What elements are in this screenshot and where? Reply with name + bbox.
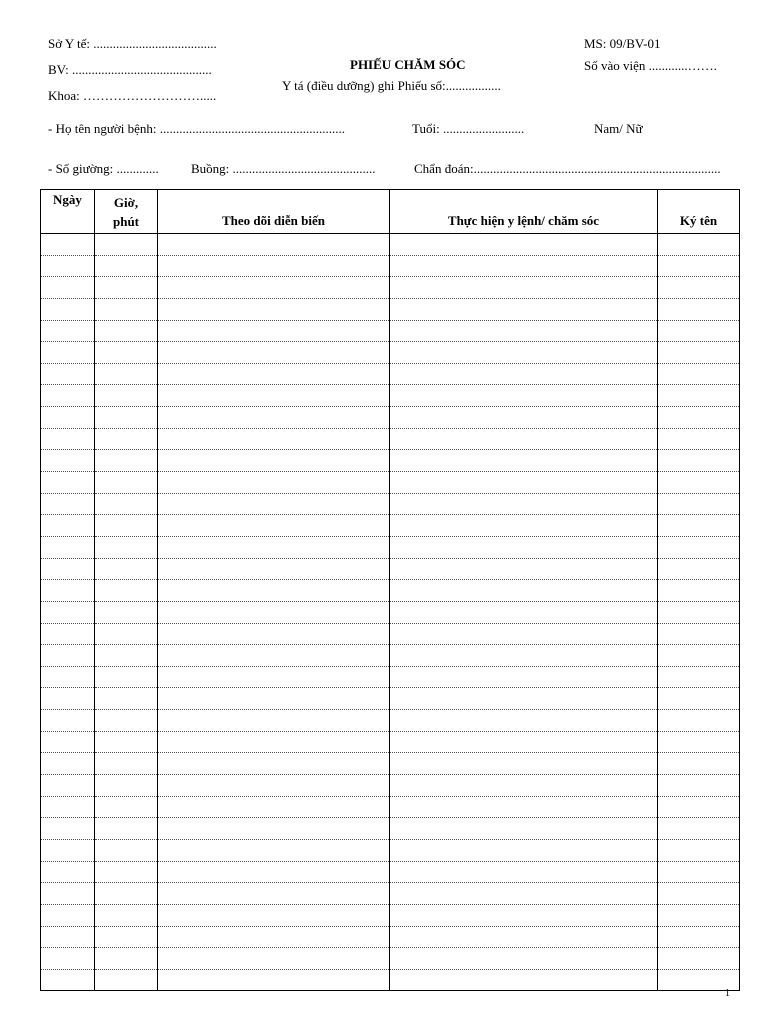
header-time-line1: Giờ, (113, 194, 139, 210)
cell-date[interactable] (41, 428, 95, 450)
form-subtitle: Y tá (điều dưỡng) ghi Phiếu số:................. (282, 78, 501, 93)
cell-date[interactable] (41, 342, 95, 364)
cell-orders-care[interactable] (390, 342, 658, 364)
cell-time[interactable] (95, 796, 158, 818)
cell-time[interactable] (95, 580, 158, 602)
cell-orders-care[interactable] (390, 731, 658, 753)
cell-time[interactable] (95, 255, 158, 277)
header-orders-care: Thực hiện y lệnh/ chăm sóc (390, 190, 658, 234)
cell-orders-care[interactable] (390, 710, 658, 732)
cell-signature[interactable] (658, 839, 740, 861)
table-row (41, 472, 740, 494)
cell-progress[interactable] (158, 255, 390, 277)
cell-signature[interactable] (658, 883, 740, 905)
cell-orders-care[interactable] (390, 904, 658, 926)
cell-signature[interactable] (658, 515, 740, 537)
cell-orders-care[interactable] (390, 645, 658, 667)
cell-orders-care[interactable] (390, 255, 658, 277)
table-row (41, 926, 740, 948)
patient-gender-field: Nam/ Nữ (594, 121, 643, 136)
cell-progress[interactable] (158, 623, 390, 645)
cell-time[interactable] (95, 623, 158, 645)
table-row (41, 428, 740, 450)
cell-progress[interactable] (158, 515, 390, 537)
cell-time[interactable] (95, 818, 158, 840)
cell-signature[interactable] (658, 926, 740, 948)
cell-orders-care[interactable] (390, 775, 658, 797)
cell-orders-care[interactable] (390, 796, 658, 818)
cell-progress[interactable] (158, 904, 390, 926)
cell-date[interactable] (41, 493, 95, 515)
cell-time[interactable] (95, 969, 158, 991)
bed-number-field: - Số giường: ............. (48, 161, 159, 176)
cell-orders-care[interactable] (390, 515, 658, 537)
cell-time[interactable] (95, 277, 158, 299)
bv-field: BV: ........................................... (48, 62, 212, 77)
cell-signature[interactable] (658, 472, 740, 494)
table-row (41, 645, 740, 667)
cell-time[interactable] (95, 536, 158, 558)
table-row (41, 731, 740, 753)
cell-progress[interactable] (158, 277, 390, 299)
cell-date[interactable] (41, 277, 95, 299)
cell-date[interactable] (41, 818, 95, 840)
cell-time[interactable] (95, 493, 158, 515)
cell-date[interactable] (41, 775, 95, 797)
cell-progress[interactable] (158, 493, 390, 515)
cell-signature[interactable] (658, 904, 740, 926)
cell-time[interactable] (95, 948, 158, 970)
cell-time[interactable] (95, 298, 158, 320)
cell-date[interactable] (41, 731, 95, 753)
cell-time[interactable] (95, 385, 158, 407)
cell-date[interactable] (41, 926, 95, 948)
cell-date[interactable] (41, 536, 95, 558)
cell-progress[interactable] (158, 580, 390, 602)
cell-progress[interactable] (158, 472, 390, 494)
table-row (41, 948, 740, 970)
cell-date[interactable] (41, 601, 95, 623)
table-row (41, 407, 740, 429)
form-title: PHIẾU CHĂM SÓC (350, 57, 466, 72)
cell-progress[interactable] (158, 775, 390, 797)
cell-orders-care[interactable] (390, 666, 658, 688)
cell-time[interactable] (95, 926, 158, 948)
cell-time[interactable] (95, 407, 158, 429)
cell-orders-care[interactable] (390, 407, 658, 429)
cell-time[interactable] (95, 904, 158, 926)
cell-progress[interactable] (158, 753, 390, 775)
header-signature: Ký tên (658, 190, 740, 234)
table-row (41, 320, 740, 342)
cell-time[interactable] (95, 775, 158, 797)
page-number: 1 (725, 988, 730, 999)
cell-progress[interactable] (158, 883, 390, 905)
table-row (41, 515, 740, 537)
table-row (41, 450, 740, 472)
cell-orders-care[interactable] (390, 861, 658, 883)
cell-progress[interactable] (158, 926, 390, 948)
cell-signature[interactable] (658, 558, 740, 580)
cell-signature[interactable] (658, 753, 740, 775)
cell-progress[interactable] (158, 385, 390, 407)
table-header-row (41, 190, 740, 234)
cell-date[interactable] (41, 320, 95, 342)
cell-date[interactable] (41, 385, 95, 407)
table-row (41, 342, 740, 364)
cell-date[interactable] (41, 645, 95, 667)
diagnosis-field: Chẩn đoán:............................................................................ (414, 161, 721, 176)
table-row (41, 861, 740, 883)
cell-orders-care[interactable] (390, 298, 658, 320)
cell-progress[interactable] (158, 969, 390, 991)
cell-time[interactable] (95, 710, 158, 732)
cell-date[interactable] (41, 861, 95, 883)
cell-signature[interactable] (658, 234, 740, 256)
cell-progress[interactable] (158, 407, 390, 429)
room-field: Buồng: ............................................ (191, 161, 376, 176)
cell-signature[interactable] (658, 948, 740, 970)
table-row (41, 363, 740, 385)
cell-signature[interactable] (658, 385, 740, 407)
cell-orders-care[interactable] (390, 277, 658, 299)
cell-date[interactable] (41, 472, 95, 494)
cell-time[interactable] (95, 861, 158, 883)
cell-time[interactable] (95, 515, 158, 537)
table-row (41, 688, 740, 710)
cell-progress[interactable] (158, 645, 390, 667)
cell-signature[interactable] (658, 731, 740, 753)
cell-date[interactable] (41, 234, 95, 256)
cell-orders-care[interactable] (390, 818, 658, 840)
cell-progress[interactable] (158, 948, 390, 970)
header-date: Ngày (41, 190, 95, 234)
form-code: MS: 09/BV-01 (584, 36, 661, 51)
cell-time[interactable] (95, 558, 158, 580)
cell-progress[interactable] (158, 666, 390, 688)
cell-orders-care[interactable] (390, 450, 658, 472)
table-row (41, 753, 740, 775)
cell-progress[interactable] (158, 710, 390, 732)
cell-signature[interactable] (658, 861, 740, 883)
cell-orders-care[interactable] (390, 472, 658, 494)
table-row (41, 536, 740, 558)
cell-date[interactable] (41, 904, 95, 926)
cell-signature[interactable] (658, 645, 740, 667)
cell-date[interactable] (41, 450, 95, 472)
table-row (41, 904, 740, 926)
table-row (41, 796, 740, 818)
khoa-field: Khoa: ………………………..... (48, 88, 217, 103)
cell-signature[interactable] (658, 710, 740, 732)
cell-orders-care[interactable] (390, 753, 658, 775)
cell-date[interactable] (41, 710, 95, 732)
cell-signature[interactable] (658, 277, 740, 299)
cell-progress[interactable] (158, 234, 390, 256)
cell-progress[interactable] (158, 450, 390, 472)
table-row (41, 710, 740, 732)
cell-progress[interactable] (158, 839, 390, 861)
cell-signature[interactable] (658, 796, 740, 818)
cell-orders-care[interactable] (390, 320, 658, 342)
cell-time[interactable] (95, 753, 158, 775)
table-row (41, 558, 740, 580)
cell-signature[interactable] (658, 363, 740, 385)
cell-signature[interactable] (658, 342, 740, 364)
cell-progress[interactable] (158, 558, 390, 580)
cell-orders-care[interactable] (390, 883, 658, 905)
cell-time[interactable] (95, 234, 158, 256)
cell-orders-care[interactable] (390, 558, 658, 580)
cell-signature[interactable] (658, 320, 740, 342)
cell-signature[interactable] (658, 428, 740, 450)
cell-orders-care[interactable] (390, 580, 658, 602)
cell-time[interactable] (95, 320, 158, 342)
table-row (41, 969, 740, 991)
so-vao-vien-field: Số vào viện ............……. (584, 58, 717, 73)
cell-orders-care[interactable] (390, 926, 658, 948)
cell-time[interactable] (95, 883, 158, 905)
cell-time[interactable] (95, 601, 158, 623)
cell-signature[interactable] (658, 450, 740, 472)
cell-date[interactable] (41, 623, 95, 645)
table-row (41, 580, 740, 602)
cell-date[interactable] (41, 688, 95, 710)
cell-signature[interactable] (658, 255, 740, 277)
cell-date[interactable] (41, 948, 95, 970)
cell-signature[interactable] (658, 298, 740, 320)
cell-time[interactable] (95, 342, 158, 364)
cell-signature[interactable] (658, 580, 740, 602)
cell-orders-care[interactable] (390, 428, 658, 450)
cell-orders-care[interactable] (390, 969, 658, 991)
cell-time[interactable] (95, 645, 158, 667)
cell-signature[interactable] (658, 818, 740, 840)
cell-orders-care[interactable] (390, 601, 658, 623)
patient-age-field: Tuổi: ......................... (412, 121, 525, 136)
cell-time[interactable] (95, 428, 158, 450)
cell-date[interactable] (41, 666, 95, 688)
cell-date[interactable] (41, 515, 95, 537)
table-body (41, 234, 740, 991)
patient-name-field: - Họ tên người bệnh: ......................................................... (48, 121, 346, 136)
cell-date[interactable] (41, 558, 95, 580)
cell-time[interactable] (95, 839, 158, 861)
cell-signature[interactable] (658, 688, 740, 710)
cell-date[interactable] (41, 883, 95, 905)
cell-signature[interactable] (658, 623, 740, 645)
cell-time[interactable] (95, 688, 158, 710)
cell-progress[interactable] (158, 601, 390, 623)
care-table (40, 189, 740, 991)
cell-time[interactable] (95, 666, 158, 688)
cell-progress[interactable] (158, 818, 390, 840)
cell-date[interactable] (41, 580, 95, 602)
header-time (95, 190, 158, 234)
cell-date[interactable] (41, 796, 95, 818)
cell-orders-care[interactable] (390, 948, 658, 970)
table-row (41, 255, 740, 277)
cell-orders-care[interactable] (390, 623, 658, 645)
cell-signature[interactable] (658, 775, 740, 797)
cell-progress[interactable] (158, 796, 390, 818)
table-row (41, 601, 740, 623)
cell-date[interactable] (41, 255, 95, 277)
cell-progress[interactable] (158, 428, 390, 450)
cell-progress[interactable] (158, 688, 390, 710)
cell-date[interactable] (41, 407, 95, 429)
cell-signature[interactable] (658, 666, 740, 688)
table-row (41, 385, 740, 407)
cell-time[interactable] (95, 472, 158, 494)
cell-orders-care[interactable] (390, 536, 658, 558)
cell-orders-care[interactable] (390, 493, 658, 515)
cell-progress[interactable] (158, 298, 390, 320)
header-time-line2: phút (112, 213, 140, 229)
cell-time[interactable] (95, 731, 158, 753)
table-row (41, 883, 740, 905)
table-row (41, 818, 740, 840)
cell-signature[interactable] (658, 493, 740, 515)
table-row (41, 298, 740, 320)
table-row (41, 623, 740, 645)
cell-progress[interactable] (158, 363, 390, 385)
cell-date[interactable] (41, 298, 95, 320)
table-row (41, 277, 740, 299)
cell-date[interactable] (41, 839, 95, 861)
cell-signature[interactable] (658, 536, 740, 558)
cell-orders-care[interactable] (390, 688, 658, 710)
cell-orders-care[interactable] (390, 385, 658, 407)
cell-signature[interactable] (658, 407, 740, 429)
cell-time[interactable] (95, 363, 158, 385)
cell-progress[interactable] (158, 342, 390, 364)
table-row (41, 234, 740, 256)
cell-orders-care[interactable] (390, 839, 658, 861)
table-row (41, 775, 740, 797)
cell-progress[interactable] (158, 536, 390, 558)
header-progress: Theo dõi diễn biến (158, 190, 390, 234)
cell-orders-care[interactable] (390, 234, 658, 256)
cell-date[interactable] (41, 753, 95, 775)
table-row (41, 666, 740, 688)
cell-progress[interactable] (158, 320, 390, 342)
cell-signature[interactable] (658, 601, 740, 623)
cell-orders-care[interactable] (390, 363, 658, 385)
cell-progress[interactable] (158, 861, 390, 883)
cell-time[interactable] (95, 450, 158, 472)
so-y-te-field: Sở Y tế: ...................................... (48, 36, 217, 51)
cell-date[interactable] (41, 969, 95, 991)
cell-date[interactable] (41, 363, 95, 385)
table-row (41, 493, 740, 515)
table-row (41, 839, 740, 861)
cell-progress[interactable] (158, 731, 390, 753)
